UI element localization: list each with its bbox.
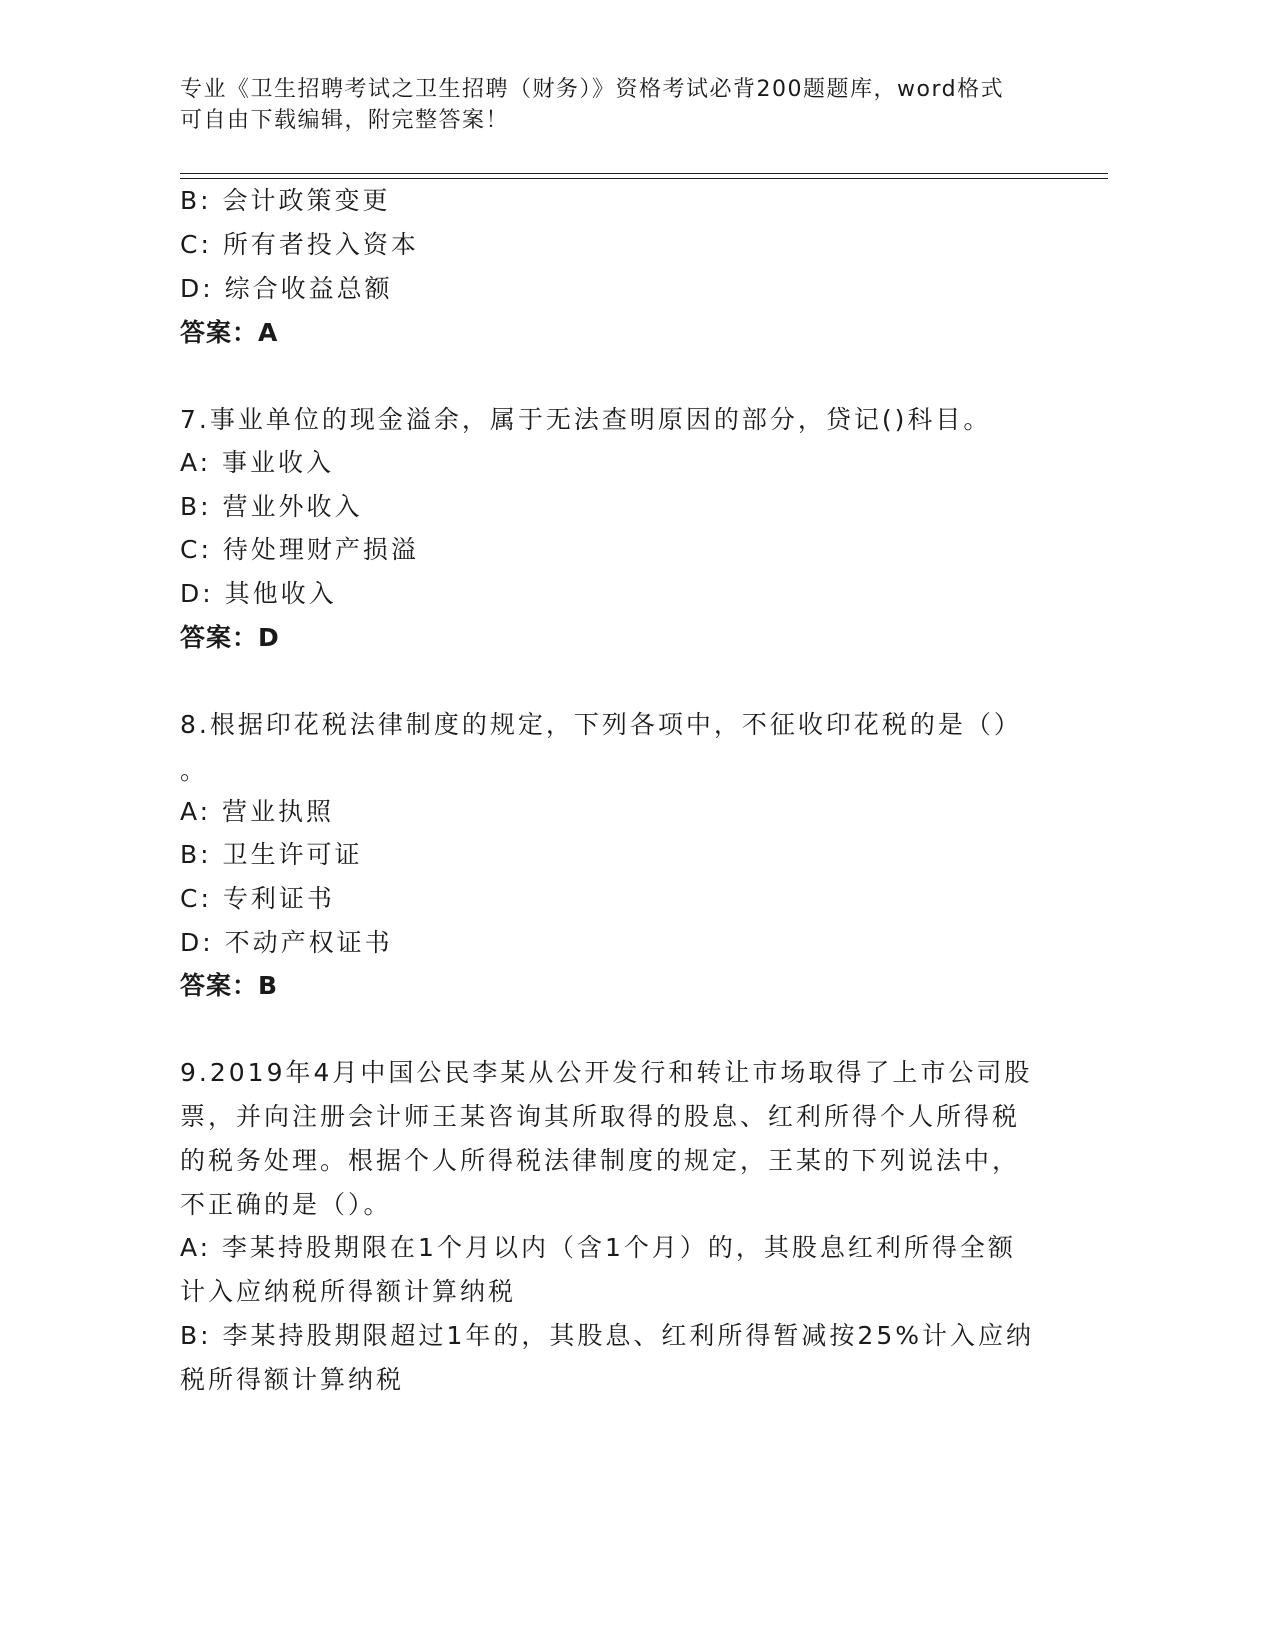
q6-option-b: B: 会计政策变更 [180,186,391,215]
q8-option-a: A: 营业执照 [180,797,335,826]
header-divider-top [180,173,1108,174]
q8-option-d: D: 不动产权证书 [180,928,393,957]
q8-answer: 答案：B [180,971,279,1000]
q6-option-c: C: 所有者投入资本 [180,230,419,259]
q9-stem: 9.2019年4月中国公民李某从公开发行和转让市场取得了上市公司股票，并向注册会计师王某咨询其所取得的股息、红利所得个人所得税的税务处理。根据个人所得税法律制度的规定，王某的下列说法中，不正确的是（）。 [180,1058,1033,1219]
q7-option-b: B: 营业外收入 [180,492,363,521]
q7-answer: 答案：D [180,623,280,652]
q9-option-b: B: 李某持股期限超过1年的，其股息、红利所得暂减按25%计入应纳税所得额计算纳税 [180,1321,1034,1394]
q8-stem-end: 。 [180,756,209,785]
header-divider-bottom [180,178,1108,179]
q6-answer: 答案：A [180,318,279,347]
q9-option-a: A: 李某持股期限在1个月以内（含1个月）的，其股息红利所得全额计入应纳税所得额计算纳税 [180,1233,1016,1306]
q8-stem: 8.根据印花税法律制度的规定，下列各项中，不征收印花税的是（） [180,710,1022,739]
q7-stem: 7.事业单位的现金溢余，属于无法查明原因的部分，贷记()科目。 [180,405,992,434]
q8-option-c: C: 专利证书 [180,884,335,913]
document-header [180,74,1060,136]
q7-option-d: D: 其他收入 [180,579,337,608]
header-line-1: 专业《卫生招聘考试之卫生招聘（财务）》资格考试必背200题题库，word格式 [180,77,1005,102]
q6-option-d: D: 综合收益总额 [180,274,393,303]
header-line-2: 可自由下载编辑，附完整答案！ [180,108,510,133]
q7-option-c: C: 待处理财产损溢 [180,535,419,564]
q8-option-b: B: 卫生许可证 [180,840,363,869]
q7-option-a: A: 事业收入 [180,448,335,477]
